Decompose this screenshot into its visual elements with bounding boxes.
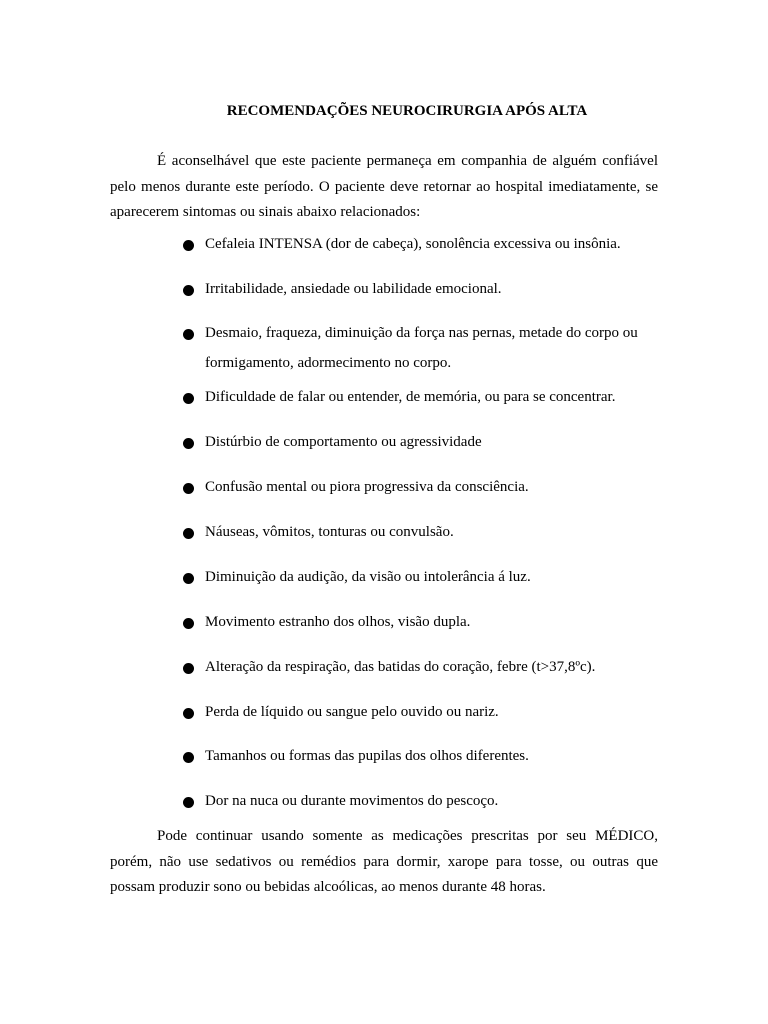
bullet-icon <box>183 329 194 340</box>
list-item-text: Perda de líquido ou sangue pelo ouvido ou nariz. <box>205 704 499 720</box>
bullet-icon <box>183 618 194 629</box>
list-item <box>183 741 663 771</box>
bullet-icon <box>183 752 194 763</box>
bullet-icon <box>183 797 194 808</box>
list-item <box>183 229 663 259</box>
list-item-text: Irritabilidade, ansiedade ou labilidade emocional. <box>205 281 502 297</box>
list-item <box>183 318 663 378</box>
document-title: RECOMENDAÇÕES NEUROCIRURGIA APÓS ALTA <box>226 103 588 119</box>
bullet-icon <box>183 708 194 719</box>
list-item <box>183 382 663 412</box>
bullet-icon <box>183 663 194 674</box>
list-item <box>183 786 663 816</box>
list-item-text: Confusão mental ou piora progressiva da consciência. <box>205 479 529 495</box>
list-item-text: Tamanhos ou formas das pupilas dos olhos diferentes. <box>205 748 529 764</box>
list-item <box>183 652 663 682</box>
list-item <box>183 274 663 304</box>
bullet-icon <box>183 438 194 449</box>
list-item <box>183 517 663 547</box>
title-container <box>110 101 704 121</box>
intro-paragraph: É aconselhável que este paciente permaneça em companhia de alguém confiável pelo menos durante este período. O paciente deve retornar ao hospital imediatamente, se aparecerem sintomas ou sinais abaixo relacionados: <box>110 153 658 220</box>
bullet-icon <box>183 240 194 251</box>
list-item <box>183 697 663 727</box>
list-item <box>183 562 663 592</box>
list-item <box>183 607 663 637</box>
bullet-icon <box>183 285 194 296</box>
closing-paragraph: Pode continuar usando somente as medicações prescritas por seu MÉDICO, porém, não use sedativos ou remédios para dormir, xarope para tosse, ou outras que possam produzir sono ou bebidas alcoólicas, ao menos durante 48 horas. <box>110 828 658 895</box>
bullet-icon <box>183 528 194 539</box>
bullet-icon <box>183 393 194 404</box>
list-item-text: Dor na nuca ou durante movimentos do pescoço. <box>205 793 499 809</box>
list-item-text: Alteração da respiração, das batidas do coração, febre (t>37,8ºc). <box>205 659 596 675</box>
list-item-text: Dificuldade de falar ou entender, de memória, ou para se concentrar. <box>205 389 616 405</box>
list-item-text: Distúrbio de comportamento ou agressividade <box>205 434 482 450</box>
list-item <box>183 427 663 457</box>
list-item-text: Movimento estranho dos olhos, visão dupla. <box>205 614 471 630</box>
list-item-text: Náuseas, vômitos, tonturas ou convulsão. <box>205 524 454 540</box>
list-item-text: Desmaio, fraqueza, diminuição da força nas pernas, metade do corpo ou formigamento, adormecimento no corpo. <box>205 325 638 371</box>
list-item-text: Diminuição da audição, da visão ou intolerância á luz. <box>205 569 531 585</box>
bullet-icon <box>183 483 194 494</box>
list-item-text: Cefaleia INTENSA (dor de cabeça), sonolência excessiva ou insônia. <box>205 236 621 252</box>
list-item <box>183 472 663 502</box>
bullet-icon <box>183 573 194 584</box>
